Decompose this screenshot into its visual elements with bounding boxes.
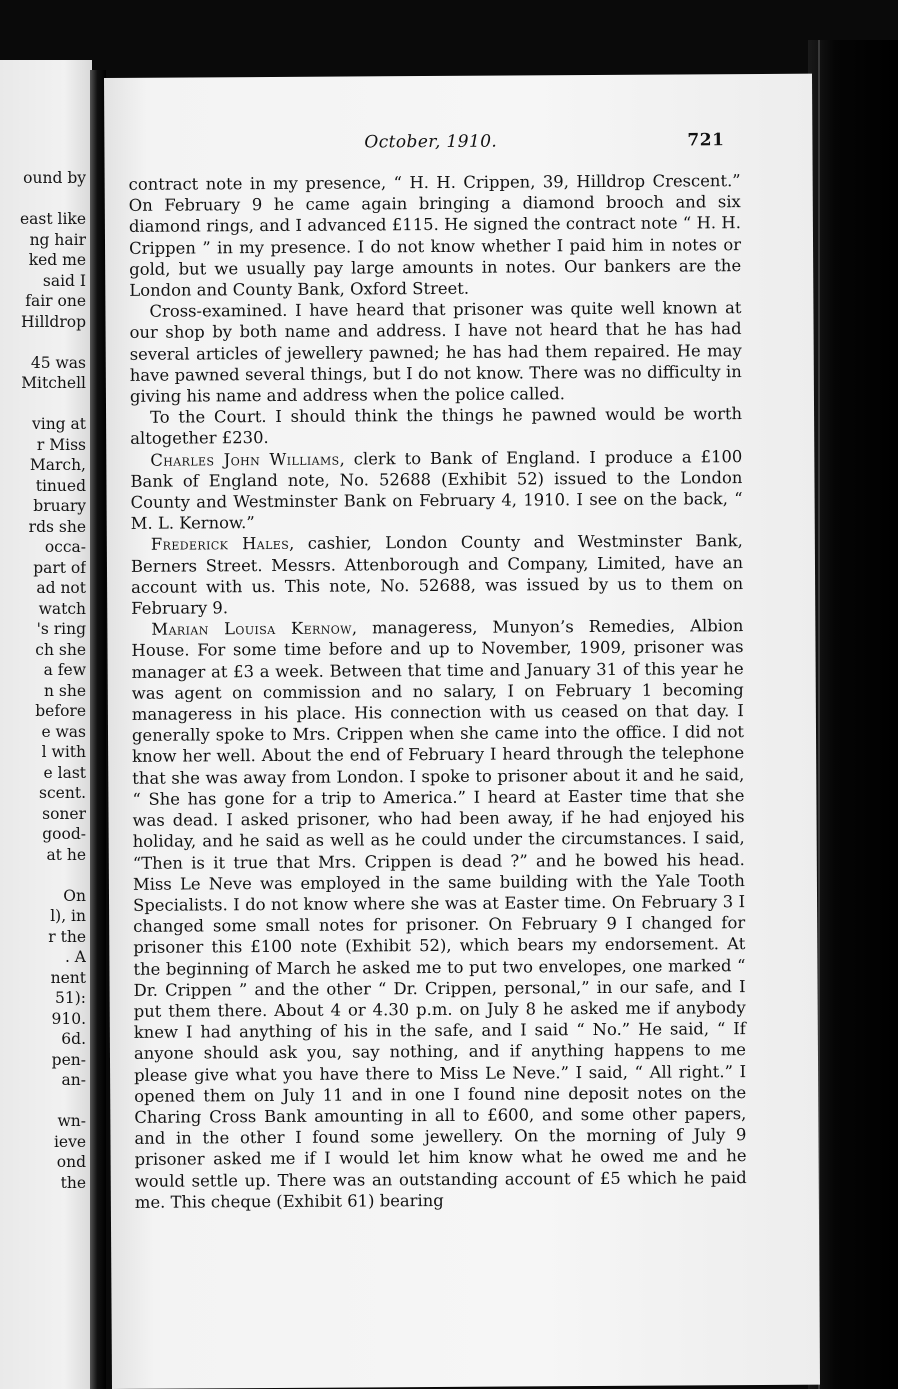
left-page <box>0 60 92 1389</box>
left-fragment-line: nent <box>50 968 86 987</box>
left-fragment-line: . A <box>64 948 86 966</box>
witness-name: Marian Louisa Kernow <box>151 618 352 639</box>
left-fragment-line: tinued <box>35 476 86 495</box>
left-fragment-line: rds she <box>28 517 86 536</box>
left-fragment-line: pen- <box>51 1050 86 1069</box>
left-fragment-line: ound by <box>23 169 86 187</box>
left-fragment-line: 51): <box>55 989 86 1007</box>
left-fragment-line: ked me <box>28 251 86 269</box>
left-fragment-line <box>0 332 86 353</box>
left-fragment-line: Hilldrop <box>21 312 86 331</box>
left-fragment-line: at he <box>46 845 86 864</box>
left-fragment-line: 45 was <box>30 353 86 372</box>
page-number: 721 <box>687 130 725 151</box>
body-text <box>129 170 747 1213</box>
left-fragment-line <box>0 189 86 210</box>
paragraph: Cross-examined. I have heard that prisoner was quite well known at our shop by both name and address. I have not heard that he has had several articles of jewellery pawned; he has had them repaired. He may have pawned several things, but I do not know. There was no difficulty in giving his name and address when the police called. <box>129 298 742 406</box>
left-fragment-line: a few <box>43 661 86 679</box>
left-fragment-line: wn- <box>57 1112 86 1130</box>
paragraph: Marian Louisa Kernow, manageress, Munyon’s Remedies, Albion House. For some time before and up to November, 1909, prisoner was manager at £3 a week. Between that time and January 31 of this year he was agent on commission and no salary, I on February 1 becoming manageress in his place. His connection with us ceased on that day. I generally spoke to Mrs. Crippen when she came into the office. I did not know her well. About the end of February I heard through the telephone that she was away from London. I spoke to prisoner about it and he said, “ She has gone for a trip to America.” I heard at Easter time that she was dead. I asked prisoner, who had been away, if he had enjoyed his holiday, and he said as well as he could under the circumstances. I said, “Then is it true that Mrs. Crippen is dead ?” and he bowed his head. Miss Le Neve was employed in the same building with the Yale Tooth Specialists. I do not know where she was at Easter time. On February 3 I changed some small notes for prisoner. On February 9 I changed for prisoner this £100 note (Exhibit 52), which bears my endorsement. At the beginning of March he asked me to put two envelopes, one marked “ Dr. Crippen ” and the other “ Dr. Crippen, personal,” in our safe, and I put them there. About 4 or 4.30 p.m. on July 8 he asked me if anybody knew I had anything of his in the safe, and I said “ No.” He said, “ If anyone should ask you, say nothing, and if anything happens to me please give what you have there to Miss Le Neve.” I said, “ All right.” I opened them on July 11 and in one I found nine deposit notes on the Charing Cross Bank amounting in all to £600, and some other papers, and in the other I found some jewellery. On the morning of July 9 prisoner asked me if I would let him know what he owed me and he would settle up. There was an outstanding account of £5 which he paid me. This cheque (Exhibit 61) bearing <box>131 616 747 1212</box>
left-fragment-line: ch she <box>35 640 86 659</box>
left-fragment-line: part of <box>33 558 86 577</box>
left-fragment-line: soner <box>42 804 86 823</box>
left-fragment-line: ieve <box>53 1132 86 1151</box>
book-gutter <box>90 70 106 1389</box>
left-fragment-line: l), in <box>50 907 86 925</box>
left-page-text-fragments <box>0 168 86 1193</box>
left-fragment-line: before <box>35 702 86 720</box>
left-fragment-line: an- <box>61 1071 86 1089</box>
left-fragment-line: l with <box>41 743 86 761</box>
running-header <box>104 130 724 158</box>
left-fragment-line: ng hair <box>29 230 86 249</box>
left-fragment-line: occa- <box>44 538 86 556</box>
left-fragment-line <box>0 394 86 415</box>
left-fragment-line <box>0 865 86 886</box>
right-page <box>104 74 820 1389</box>
page-edge-shadow <box>808 40 898 1389</box>
paragraph: To the Court. I should think the things he pawned would be worth altogether £230. <box>130 404 743 449</box>
left-fragment-line: 910. <box>51 1009 86 1028</box>
paragraph: Charles John Williams, clerk to Bank of England. I produce a £100 Bank of England note, No. 52688 (Exhibit 52) issued to the London County and Westminster Bank on February 4, 1910. I see on the back, “ M. L. Kernow.” <box>130 446 743 534</box>
left-fragment-line: said I <box>42 271 86 290</box>
left-fragment-line: r Miss <box>36 435 86 454</box>
left-fragment-line: ond <box>56 1153 86 1171</box>
left-fragment-line: ad not <box>36 579 86 597</box>
left-fragment-line: east like <box>19 210 86 228</box>
witness-name: Frederick Hales <box>150 534 290 555</box>
left-fragment-line: watch <box>38 599 86 618</box>
running-title: October, 1910. <box>364 131 498 153</box>
left-fragment-line: Mitchell <box>21 374 86 392</box>
left-fragment-line: 6d. <box>61 1030 86 1048</box>
left-fragment-line: scent. <box>39 784 86 802</box>
left-fragment-line: the <box>60 1173 86 1192</box>
left-fragment-line: fair one <box>25 292 86 310</box>
left-fragment-line: r the <box>48 927 86 946</box>
left-fragment-line: March, <box>29 456 86 474</box>
left-fragment-line: ving at <box>31 415 86 433</box>
left-fragment-line: e was <box>41 722 86 741</box>
left-fragment-line: e last <box>43 763 86 782</box>
left-fragment-line: On <box>63 886 86 905</box>
witness-name: Charles John Williams <box>150 449 340 470</box>
left-fragment-line: 's ring <box>36 620 86 638</box>
paragraph: contract note in my presence, “ H. H. Crippen, 39, Hilldrop Crescent.” On February 9 he came again bringing a diamond brooch and six diamond rings, and I advanced £115. He signed the contract note “ H. H. Crippen ” in my presence. I do not know whether I paid him in notes or gold, but we usually pay large amounts in notes. Our bankers are the London and County Bank, Oxford Street. <box>128 171 742 300</box>
left-fragment-line <box>0 1091 86 1112</box>
left-fragment-line: bruary <box>33 497 86 515</box>
left-fragment-line: n she <box>43 681 86 700</box>
left-fragment-line: good- <box>42 825 86 843</box>
paragraph: Frederick Hales, cashier, London County and Westminster Bank, Berners Street. Messrs. Attenborough and Company, Limited, have an account with us. This note, No. 52688, was issued by us to them on February 9. <box>130 531 744 618</box>
